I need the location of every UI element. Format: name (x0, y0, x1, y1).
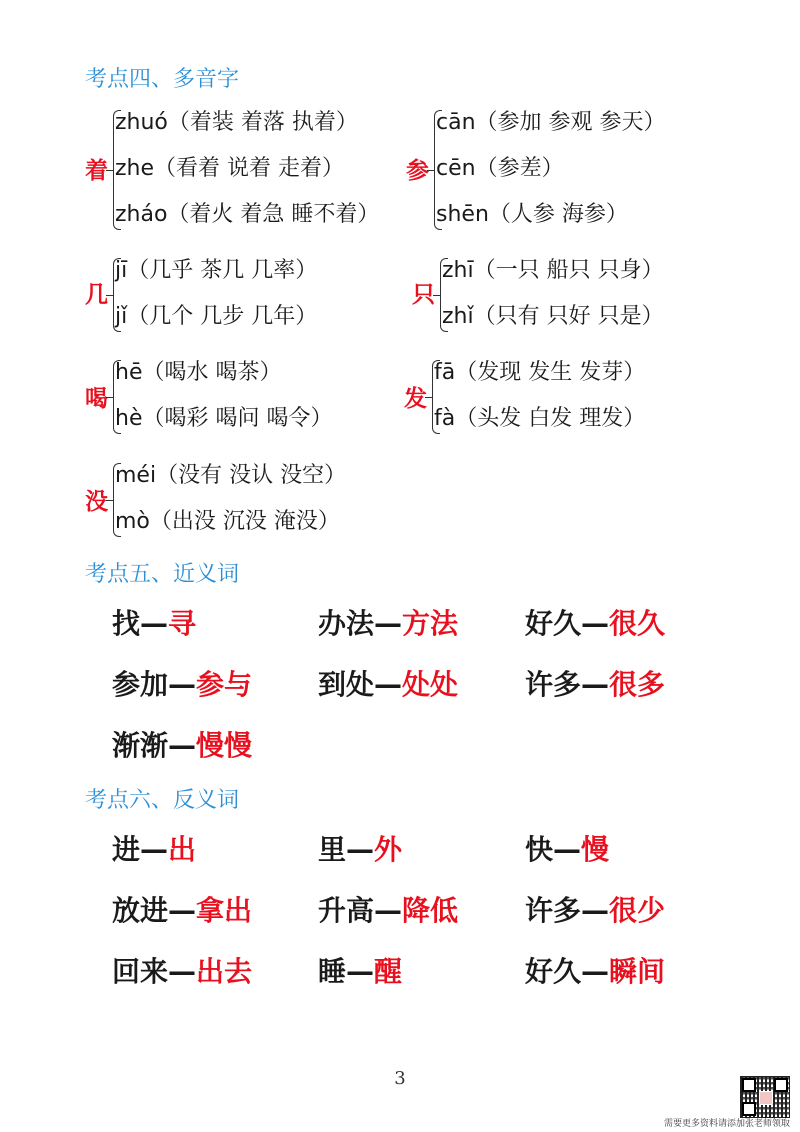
synonym-pair: 渐渐—慢慢 (112, 729, 253, 762)
antonym-pair: 许多—很少 (525, 894, 666, 927)
antonym-pair: 快—慢 (525, 833, 610, 866)
antonym-pair: 好久—瞬间 (525, 955, 666, 988)
pinyin-line: shēn（人参 海参） (436, 202, 628, 227)
polyphone-group-ji (85, 248, 405, 342)
synonym-pair: 好久—很久 (525, 607, 666, 640)
polyphone-char: 喝 (85, 386, 108, 412)
synonym-pair: 参加—参与 (112, 668, 253, 701)
synonym-row (0, 599, 800, 649)
polyphone-group-mei (85, 453, 405, 547)
polyphone-group-zhi (412, 248, 732, 342)
pinyin-line: hē（喝水 喝茶） (115, 360, 282, 385)
antonym-pair: 放进—拿出 (112, 894, 253, 927)
page-number: 3 (394, 1068, 406, 1089)
pinyin-line: jī（几乎 茶几 几率） (115, 258, 318, 283)
antonym-pair: 回来—出去 (112, 955, 253, 988)
antonym-pair: 升高—降低 (318, 894, 459, 927)
avatar-icon (759, 1091, 773, 1105)
section-title-polyphones: 考点四、多音字 (85, 67, 240, 92)
pinyin-line: jǐ（几个 几步 几年） (115, 304, 318, 329)
pinyin-line: zhuó（着装 着落 执着） (115, 110, 358, 135)
pinyin-line: zhī（一只 船只 只身） (442, 258, 664, 283)
polyphone-char: 没 (85, 489, 108, 515)
qr-code-icon (740, 1076, 790, 1118)
antonym-pair: 睡—醒 (318, 955, 403, 988)
polyphone-char: 参 (406, 158, 429, 184)
antonym-row (0, 886, 800, 936)
pinyin-line: hè（喝彩 喝问 喝令） (115, 406, 333, 431)
synonym-row (0, 721, 800, 771)
pinyin-line: cān（参加 参观 参天） (436, 110, 666, 135)
pinyin-line: zhǐ（只有 只好 只是） (442, 304, 664, 329)
synonym-pair: 找—寻 (112, 607, 197, 640)
pinyin-line: mò（出没 沉没 淹没） (115, 509, 340, 534)
polyphone-group-zhe (85, 100, 405, 240)
pinyin-line: cēn（参差） (436, 156, 564, 181)
section-title-antonyms: 考点六、反义词 (85, 788, 240, 813)
antonym-row (0, 825, 800, 875)
section-title-synonyms: 考点五、近义词 (85, 562, 240, 587)
synonym-pair: 到处—处处 (318, 668, 459, 701)
pinyin-line: fā（发现 发生 发芽） (434, 360, 646, 385)
pinyin-line: méi（没有 没认 没空） (115, 463, 347, 488)
antonym-pair: 里—外 (318, 833, 403, 866)
antonym-pair: 进—出 (112, 833, 197, 866)
polyphone-group-he (85, 350, 405, 444)
synonym-row (0, 660, 800, 710)
polyphone-char: 几 (85, 282, 108, 308)
polyphone-group-fa (404, 350, 724, 444)
polyphone-char: 只 (412, 282, 435, 308)
synonym-pair: 办法—方法 (318, 607, 459, 640)
footer-note: 需要更多资料请添加张老师领取 (663, 1119, 790, 1129)
pinyin-line: fà（头发 白发 理发） (434, 406, 646, 431)
polyphone-char: 着 (85, 158, 108, 184)
pinyin-line: zhe（看着 说着 走着） (115, 156, 345, 181)
synonym-pair: 许多—很多 (525, 668, 666, 701)
antonym-row (0, 947, 800, 997)
polyphone-char: 发 (404, 386, 427, 412)
polyphone-group-can (406, 100, 726, 240)
pinyin-line: zháo（着火 着急 睡不着） (115, 202, 380, 227)
